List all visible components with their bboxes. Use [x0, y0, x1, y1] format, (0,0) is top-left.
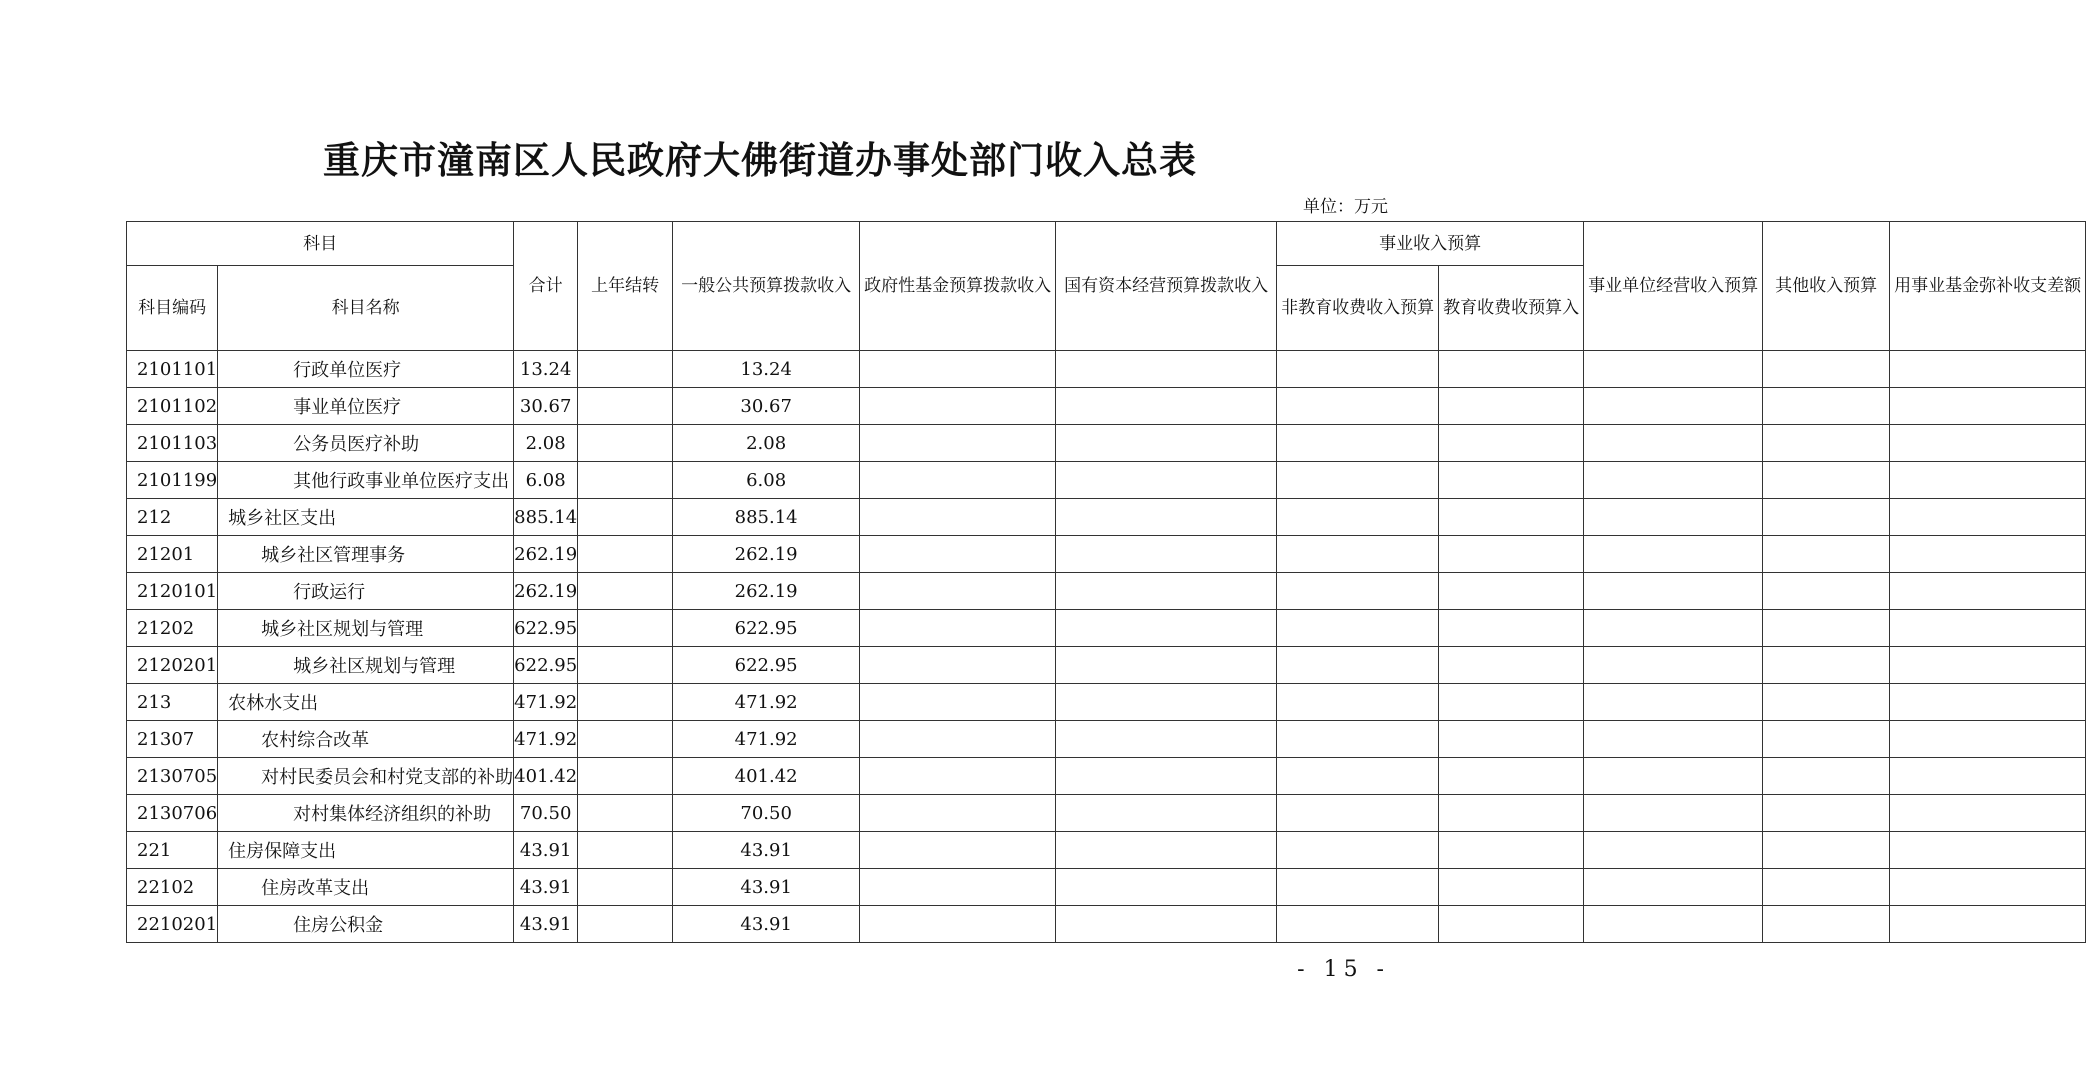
carryover-cell: [578, 499, 673, 536]
subject-code-cell: 2120201: [127, 647, 218, 684]
gov-fund-cell: [860, 869, 1056, 906]
edu-fee-cell: [1439, 684, 1584, 721]
edu-fee-cell: [1439, 869, 1584, 906]
gov-fund-cell: [860, 906, 1056, 943]
edu-fee-cell: [1439, 832, 1584, 869]
total-cell: 471.92: [514, 721, 578, 758]
non-edu-fee-cell: [1277, 906, 1439, 943]
general-budget-cell: 471.92: [673, 684, 860, 721]
total-cell: 6.08: [514, 462, 578, 499]
carryover-cell: [578, 610, 673, 647]
state-capital-cell: [1056, 388, 1277, 425]
other-income-cell: [1763, 795, 1890, 832]
unit-operating-cell: [1584, 573, 1763, 610]
total-cell: 262.19: [514, 536, 578, 573]
header-carryover: 上年结转: [578, 222, 673, 351]
career-fund-cell: [1890, 462, 2086, 499]
subject-name-cell: 城乡社区规划与管理: [218, 647, 514, 684]
other-income-cell: [1763, 832, 1890, 869]
carryover-cell: [578, 758, 673, 795]
career-fund-cell: [1890, 906, 2086, 943]
unit-operating-cell: [1584, 906, 1763, 943]
general-budget-cell: 30.67: [673, 388, 860, 425]
table-row: [127, 351, 2086, 388]
gov-fund-cell: [860, 832, 1056, 869]
edu-fee-cell: [1439, 351, 1584, 388]
gov-fund-cell: [860, 758, 1056, 795]
gov-fund-cell: [860, 610, 1056, 647]
subject-code-cell: 2101103: [127, 425, 218, 462]
gov-fund-cell: [860, 388, 1056, 425]
unit-operating-cell: [1584, 536, 1763, 573]
table-row: [127, 425, 2086, 462]
general-budget-cell: 70.50: [673, 795, 860, 832]
general-budget-cell: 622.95: [673, 610, 860, 647]
other-income-cell: [1763, 462, 1890, 499]
gov-fund-cell: [860, 573, 1056, 610]
non-edu-fee-cell: [1277, 647, 1439, 684]
header-total: 合计: [514, 222, 578, 351]
non-edu-fee-cell: [1277, 869, 1439, 906]
total-cell: 13.24: [514, 351, 578, 388]
edu-fee-cell: [1439, 573, 1584, 610]
total-cell: 622.95: [514, 610, 578, 647]
gov-fund-cell: [860, 425, 1056, 462]
subject-name-cell: 住房公积金: [218, 906, 514, 943]
non-edu-fee-cell: [1277, 499, 1439, 536]
subject-name-cell: 公务员医疗补助: [218, 425, 514, 462]
subject-code-cell: 21202: [127, 610, 218, 647]
gov-fund-cell: [860, 499, 1056, 536]
state-capital-cell: [1056, 684, 1277, 721]
career-fund-cell: [1890, 647, 2086, 684]
table-row: [127, 906, 2086, 943]
page-number: - 15 -: [1297, 957, 1390, 982]
state-capital-cell: [1056, 795, 1277, 832]
career-fund-cell: [1890, 499, 2086, 536]
career-fund-cell: [1890, 610, 2086, 647]
subject-code-cell: 22102: [127, 869, 218, 906]
state-capital-cell: [1056, 869, 1277, 906]
other-income-cell: [1763, 684, 1890, 721]
career-fund-cell: [1890, 536, 2086, 573]
career-fund-cell: [1890, 832, 2086, 869]
unit-operating-cell: [1584, 610, 1763, 647]
subject-code-cell: 2130705: [127, 758, 218, 795]
other-income-cell: [1763, 536, 1890, 573]
non-edu-fee-cell: [1277, 758, 1439, 795]
subject-name-cell: 行政单位医疗: [218, 351, 514, 388]
subject-code-cell: 2101101: [127, 351, 218, 388]
gov-fund-cell: [860, 462, 1056, 499]
subject-name-cell: 其他行政事业单位医疗支出: [218, 462, 514, 499]
table-row: [127, 573, 2086, 610]
income-table: [126, 221, 2086, 943]
edu-fee-cell: [1439, 795, 1584, 832]
total-cell: 70.50: [514, 795, 578, 832]
unit-operating-cell: [1584, 721, 1763, 758]
subject-name-cell: 农村综合改革: [218, 721, 514, 758]
edu-fee-cell: [1439, 906, 1584, 943]
table-row: [127, 499, 2086, 536]
subject-code-cell: 21307: [127, 721, 218, 758]
career-fund-cell: [1890, 573, 2086, 610]
state-capital-cell: [1056, 573, 1277, 610]
gov-fund-cell: [860, 795, 1056, 832]
other-income-cell: [1763, 869, 1890, 906]
general-budget-cell: 43.91: [673, 869, 860, 906]
general-budget-cell: 885.14: [673, 499, 860, 536]
general-budget-cell: 43.91: [673, 906, 860, 943]
header-career-fund: 用事业基金弥补收支差额: [1890, 222, 2086, 351]
other-income-cell: [1763, 906, 1890, 943]
non-edu-fee-cell: [1277, 684, 1439, 721]
non-edu-fee-cell: [1277, 388, 1439, 425]
state-capital-cell: [1056, 832, 1277, 869]
subject-code-cell: 2210201: [127, 906, 218, 943]
subject-name-cell: 农林水支出: [218, 684, 514, 721]
general-budget-cell: 401.42: [673, 758, 860, 795]
non-edu-fee-cell: [1277, 351, 1439, 388]
edu-fee-cell: [1439, 388, 1584, 425]
unit-operating-cell: [1584, 351, 1763, 388]
career-fund-cell: [1890, 795, 2086, 832]
unit-operating-cell: [1584, 647, 1763, 684]
other-income-cell: [1763, 647, 1890, 684]
subject-name-cell: 行政运行: [218, 573, 514, 610]
carryover-cell: [578, 536, 673, 573]
carryover-cell: [578, 906, 673, 943]
non-edu-fee-cell: [1277, 610, 1439, 647]
unit-label: 单位：万元: [1303, 197, 1388, 217]
state-capital-cell: [1056, 647, 1277, 684]
subject-name-cell: 城乡社区规划与管理: [218, 610, 514, 647]
carryover-cell: [578, 351, 673, 388]
subject-code-cell: 2130706: [127, 795, 218, 832]
carryover-cell: [578, 425, 673, 462]
subject-code-cell: 2101102: [127, 388, 218, 425]
header-gov-fund: 政府性基金预算拨款收入: [860, 222, 1056, 351]
general-budget-cell: 622.95: [673, 647, 860, 684]
edu-fee-cell: [1439, 499, 1584, 536]
subject-code-cell: 221: [127, 832, 218, 869]
general-budget-cell: 13.24: [673, 351, 860, 388]
subject-name-cell: 城乡社区支出: [218, 499, 514, 536]
edu-fee-cell: [1439, 425, 1584, 462]
table-row: [127, 869, 2086, 906]
general-budget-cell: 2.08: [673, 425, 860, 462]
other-income-cell: [1763, 351, 1890, 388]
career-fund-cell: [1890, 388, 2086, 425]
general-budget-cell: 262.19: [673, 573, 860, 610]
table-row: [127, 832, 2086, 869]
table-row: [127, 795, 2086, 832]
carryover-cell: [578, 573, 673, 610]
total-cell: 262.19: [514, 573, 578, 610]
gov-fund-cell: [860, 647, 1056, 684]
state-capital-cell: [1056, 351, 1277, 388]
subject-name-cell: 住房保障支出: [218, 832, 514, 869]
table-row: [127, 721, 2086, 758]
general-budget-cell: 262.19: [673, 536, 860, 573]
unit-operating-cell: [1584, 869, 1763, 906]
carryover-cell: [578, 721, 673, 758]
edu-fee-cell: [1439, 610, 1584, 647]
subject-code-cell: 21201: [127, 536, 218, 573]
unit-operating-cell: [1584, 758, 1763, 795]
subject-name-cell: 事业单位医疗: [218, 388, 514, 425]
total-cell: 622.95: [514, 647, 578, 684]
general-budget-cell: 43.91: [673, 832, 860, 869]
general-budget-cell: 471.92: [673, 721, 860, 758]
subject-code-cell: 2101199: [127, 462, 218, 499]
state-capital-cell: [1056, 536, 1277, 573]
carryover-cell: [578, 795, 673, 832]
unit-operating-cell: [1584, 388, 1763, 425]
other-income-cell: [1763, 758, 1890, 795]
unit-operating-cell: [1584, 462, 1763, 499]
gov-fund-cell: [860, 536, 1056, 573]
edu-fee-cell: [1439, 647, 1584, 684]
edu-fee-cell: [1439, 462, 1584, 499]
total-cell: 30.67: [514, 388, 578, 425]
unit-operating-cell: [1584, 795, 1763, 832]
state-capital-cell: [1056, 425, 1277, 462]
state-capital-cell: [1056, 721, 1277, 758]
other-income-cell: [1763, 425, 1890, 462]
header-other-income: 其他收入预算: [1763, 222, 1890, 351]
total-cell: 43.91: [514, 869, 578, 906]
table-row: [127, 610, 2086, 647]
gov-fund-cell: [860, 351, 1056, 388]
other-income-cell: [1763, 388, 1890, 425]
page-title: 重庆市潼南区人民政府大佛街道办事处部门收入总表: [323, 138, 1197, 182]
total-cell: 401.42: [514, 758, 578, 795]
state-capital-cell: [1056, 906, 1277, 943]
career-fund-cell: [1890, 721, 2086, 758]
subject-code-cell: 213: [127, 684, 218, 721]
other-income-cell: [1763, 499, 1890, 536]
header-non-edu-fee: 非教育收费收入预算: [1277, 266, 1439, 351]
state-capital-cell: [1056, 462, 1277, 499]
carryover-cell: [578, 869, 673, 906]
non-edu-fee-cell: [1277, 832, 1439, 869]
non-edu-fee-cell: [1277, 536, 1439, 573]
career-fund-cell: [1890, 758, 2086, 795]
carryover-cell: [578, 832, 673, 869]
header-state-capital: 国有资本经营预算拨款收入: [1056, 222, 1277, 351]
carryover-cell: [578, 388, 673, 425]
subject-code-cell: 2120101: [127, 573, 218, 610]
non-edu-fee-cell: [1277, 795, 1439, 832]
total-cell: 885.14: [514, 499, 578, 536]
unit-operating-cell: [1584, 832, 1763, 869]
total-cell: 43.91: [514, 906, 578, 943]
header-edu-fee: 教育收费收预算入: [1439, 266, 1584, 351]
total-cell: 471.92: [514, 684, 578, 721]
subject-name-cell: 对村集体经济组织的补助: [218, 795, 514, 832]
carryover-cell: [578, 462, 673, 499]
edu-fee-cell: [1439, 721, 1584, 758]
table-row: [127, 462, 2086, 499]
table-row: [127, 647, 2086, 684]
header-unit-operating: 事业单位经营收入预算: [1584, 222, 1763, 351]
carryover-cell: [578, 647, 673, 684]
table-row: [127, 388, 2086, 425]
table-row: [127, 536, 2086, 573]
other-income-cell: [1763, 610, 1890, 647]
state-capital-cell: [1056, 610, 1277, 647]
header-general-budget: 一般公共预算拨款收入: [673, 222, 860, 351]
other-income-cell: [1763, 573, 1890, 610]
non-edu-fee-cell: [1277, 425, 1439, 462]
non-edu-fee-cell: [1277, 573, 1439, 610]
career-fund-cell: [1890, 425, 2086, 462]
table-row: [127, 684, 2086, 721]
header-career-income: 事业收入预算: [1277, 222, 1584, 266]
career-fund-cell: [1890, 351, 2086, 388]
header-subject-name: 科目名称: [218, 266, 514, 351]
edu-fee-cell: [1439, 536, 1584, 573]
unit-operating-cell: [1584, 499, 1763, 536]
non-edu-fee-cell: [1277, 462, 1439, 499]
other-income-cell: [1763, 721, 1890, 758]
edu-fee-cell: [1439, 758, 1584, 795]
carryover-cell: [578, 684, 673, 721]
gov-fund-cell: [860, 721, 1056, 758]
gov-fund-cell: [860, 684, 1056, 721]
non-edu-fee-cell: [1277, 721, 1439, 758]
unit-operating-cell: [1584, 684, 1763, 721]
state-capital-cell: [1056, 499, 1277, 536]
total-cell: 2.08: [514, 425, 578, 462]
subject-name-cell: 城乡社区管理事务: [218, 536, 514, 573]
career-fund-cell: [1890, 684, 2086, 721]
subject-name-cell: 住房改革支出: [218, 869, 514, 906]
total-cell: 43.91: [514, 832, 578, 869]
unit-operating-cell: [1584, 425, 1763, 462]
subject-code-cell: 212: [127, 499, 218, 536]
state-capital-cell: [1056, 758, 1277, 795]
header-subject: 科目: [127, 222, 514, 266]
header-subject-code: 科目编码: [127, 266, 218, 351]
table-row: [127, 758, 2086, 795]
subject-name-cell: 对村民委员会和村党支部的补助: [218, 758, 514, 795]
general-budget-cell: 6.08: [673, 462, 860, 499]
career-fund-cell: [1890, 869, 2086, 906]
